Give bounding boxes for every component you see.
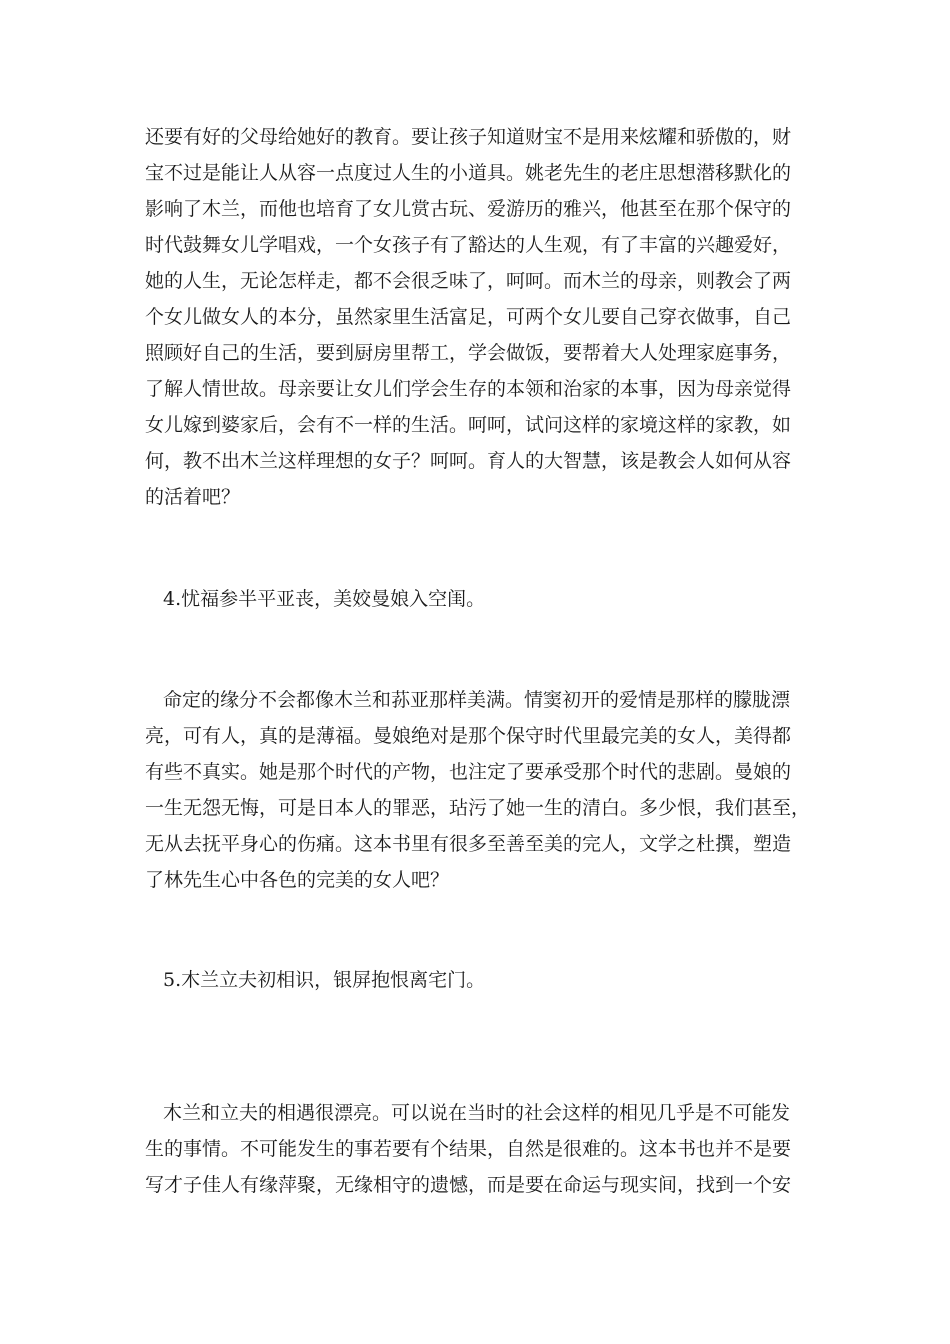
paragraph-1-line: 还要有好的父母给她好的教育。要让孩子知道财宝不是用来炫耀和骄傲的，财	[145, 126, 792, 148]
paragraph-1-line: 了解人情世故。母亲要让女儿们学会生存的本领和治家的本事，因为母亲觉得	[145, 378, 792, 400]
paragraph-1-line: 照顾好自己的生活，要到厨房里帮工，学会做饭，要帮着大人处理家庭事务，	[145, 342, 792, 364]
paragraph-1-line: 她的人生，无论怎样走，都不会很乏味了，呵呵。而木兰的母亲，则教会了两	[145, 270, 792, 292]
paragraph-2-line: 亮，可有人，真的是薄福。曼娘绝对是那个保守时代里最完美的女人，美得都	[145, 725, 792, 747]
paragraph-2-line: 了林先生心中各色的完美的女人吧？	[145, 869, 450, 891]
paragraph-3-line: 写才子佳人有缘萍聚，无缘相守的遗憾，而是要在命运与现实间，找到一个安	[145, 1174, 792, 1196]
paragraph-1-line: 个女儿做女人的本分，虽然家里生活富足，可两个女儿要自己穿衣做事，自己	[145, 306, 792, 328]
paragraph-1-line: 何，教不出木兰这样理想的女子？呵呵。育人的大智慧，该是教会人如何从容	[145, 450, 792, 472]
section-heading-5: 5.木兰立夫初相识，银屏抱恨离宅门。	[163, 969, 486, 991]
paragraph-2-line: 一生无怨无悔，可是日本人的罪恶，玷污了她一生的清白。多少恨，我们甚至，	[145, 797, 811, 819]
paragraph-1-line: 的活着吧？	[145, 486, 241, 508]
paragraph-1-line: 宝不过是能让人从容一点度过人生的小道具。姚老先生的老庄思想潜移默化的	[145, 162, 792, 184]
paragraph-2-line: 有些不真实。她是那个时代的产物，也注定了要承受那个时代的悲剧。曼娘的	[145, 761, 792, 783]
paragraph-1-line: 时代鼓舞女儿学唱戏，一个女孩子有了豁达的人生观，有了丰富的兴趣爱好，	[145, 234, 792, 256]
paragraph-2-line: 无从去抚平身心的伤痛。这本书里有很多至善至美的完人，文学之杜撰，塑造	[145, 833, 792, 855]
paragraph-1-line: 女儿嫁到婆家后，会有不一样的生活。呵呵，试问这样的家境这样的家教，如	[145, 414, 792, 436]
paragraph-1-line: 影响了木兰，而他也培育了女儿赏古玩、爱游历的雅兴，他甚至在那个保守的	[145, 198, 792, 220]
paragraph-3-line: 生的事情。不可能发生的事若要有个结果，自然是很难的。这本书也并不是要	[145, 1138, 792, 1160]
paragraph-3-line: 木兰和立夫的相遇很漂亮。可以说在当时的社会这样的相见几乎是不可能发	[163, 1102, 791, 1124]
paragraph-2-line: 命定的缘分不会都像木兰和荪亚那样美满。情窦初开的爱情是那样的朦胧漂	[163, 689, 791, 711]
section-heading-4: 4.忧福参半平亚丧，美姣曼娘入空闺。	[163, 588, 486, 610]
